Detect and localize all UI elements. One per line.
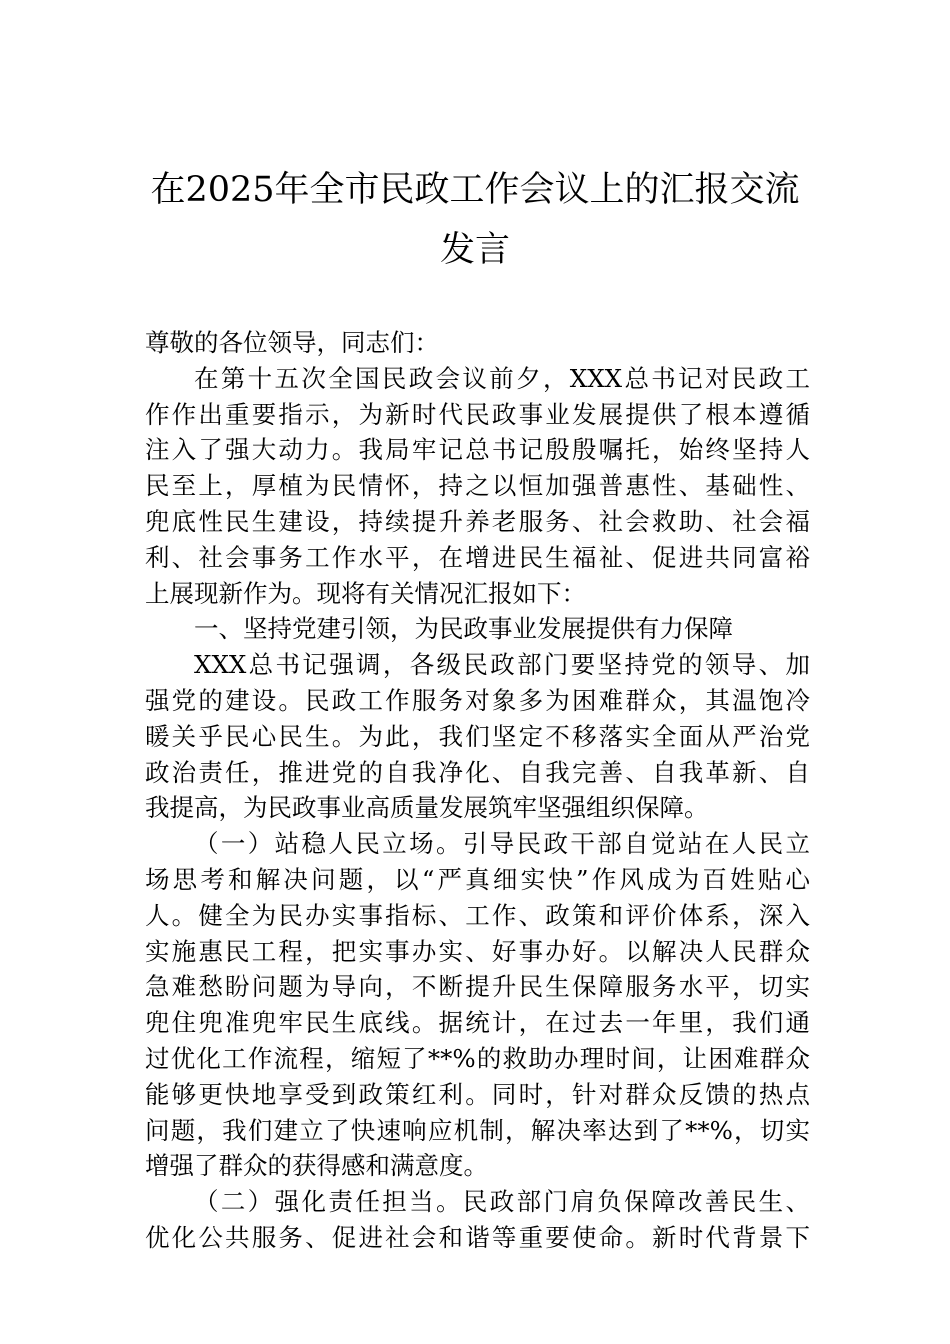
body-text-line: （二）强化责任担当。民政部门肩负保障改善民生、: [194, 1187, 810, 1217]
body-text-line: 民至上，厚植为民情怀，持之以恒加强普惠性、基础性、: [145, 471, 810, 501]
body-text-line: 人。健全为民办实事指标、工作、政策和评价体系，深入: [145, 900, 810, 930]
title-line-1: 在2025年全市民政工作会议上的汇报交流: [150, 170, 800, 210]
body-text-line: XXX总书记强调，各级民政部门要坚持党的领导、加: [194, 650, 810, 680]
body-text-line: 兜底性民生建设，持续提升养老服务、社会救助、社会福: [145, 506, 810, 536]
body-text-line: 兜住兜准兜牢民生底线。据统计，在过去一年里，我们通: [145, 1008, 810, 1038]
body-text-line: 强党的建设。民政工作服务对象多为困难群众，其温饱冷: [145, 685, 810, 715]
body-text-line: 暖关乎民心民生。为此，我们坚定不移落实全面从严治党: [145, 721, 810, 751]
body-text-line: 尊敬的各位领导，同志们：: [145, 328, 439, 357]
body-text-line: 作作出重要指示，为新时代民政事业发展提供了根本遵循: [145, 399, 810, 429]
body-text-line: 上展现新作为。现将有关情况汇报如下：: [145, 578, 586, 608]
body-text-line: 优化公共服务、促进社会和谐等重要使命。新时代背景下: [145, 1222, 810, 1252]
document-title: [145, 160, 805, 280]
title-line-2: 发言: [439, 230, 510, 270]
body-text-line: 在第十五次全国民政会议前夕，XXX总书记对民政工: [194, 363, 810, 393]
body-text-line: 问题，我们建立了快速响应机制，解决率达到了**%，切实: [145, 1115, 810, 1145]
body-text-line: 利、社会事务工作水平，在增进民生福祉、促进共同富裕: [145, 542, 810, 572]
body-text-line: 过优化工作流程，缩短了**%的救助办理时间，让困难群众: [145, 1043, 810, 1073]
body-text-line: 急难愁盼问题为导向，不断提升民生保障服务水平，切实: [145, 972, 810, 1002]
body-text-line: 实施惠民工程，把实事办实、好事办好。以解决人民群众: [145, 936, 810, 966]
body-text-line: 我提高，为民政事业高质量发展筑牢坚强组织保障。: [145, 793, 709, 823]
section-heading: 一、坚持党建引领，为民政事业发展提供有力保障: [194, 614, 733, 644]
document-body: [145, 325, 810, 1256]
body-text-line: （一）站稳人民立场。引导民政干部自觉站在人民立: [194, 829, 810, 859]
body-text-line: 场思考和解决问题，以“严真细实快”作风成为百姓贴心: [145, 864, 810, 894]
body-text-line: 增强了群众的获得感和满意度。: [145, 1151, 488, 1181]
body-text-line: 注入了强大动力。我局牢记总书记殷殷嘱托，始终坚持人: [145, 435, 810, 465]
body-text-line: 能够更快地享受到政策红利。同时，针对群众反馈的热点: [145, 1079, 810, 1109]
body-text-line: 政治责任，推进党的自我净化、自我完善、自我革新、自: [145, 757, 810, 787]
